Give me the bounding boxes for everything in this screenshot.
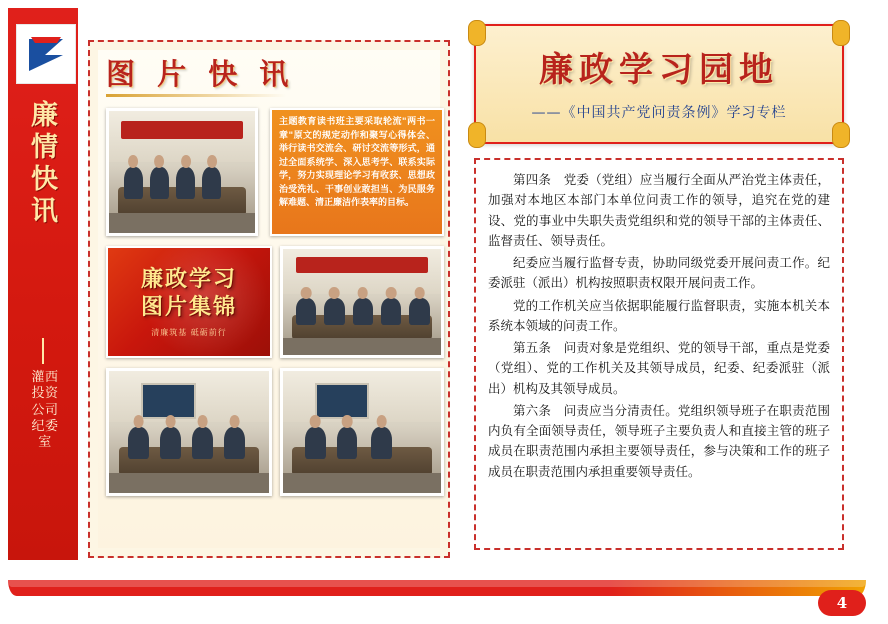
banner-title: 廉情快讯 xyxy=(31,100,59,227)
banner-divider xyxy=(42,338,44,364)
photo-person xyxy=(305,427,326,459)
heading-underline xyxy=(106,94,286,97)
study-summary-textbox: 主题教育读书班主要采取轮流"两书一章"原文的规定动作和聚写心得体会、举行读书交流会、研讨交流等形式，通过全面系统学、深入思考学、联系实际学，努力实现理论学习有收获、思想政治受洗礼、干事创业敢担当、为民服务解难题、清正廉洁作表率的目标。 xyxy=(270,108,444,236)
photo-person xyxy=(224,427,245,459)
photo-floor xyxy=(109,473,269,493)
photo-screen xyxy=(315,383,370,419)
photo-person xyxy=(192,427,213,459)
company-logo xyxy=(16,24,76,84)
photo-person xyxy=(128,427,149,459)
photo-floor xyxy=(283,473,441,493)
photo-person xyxy=(324,298,345,326)
banner-subtitle: 灌西投资公司纪委室 xyxy=(31,370,59,450)
photo-meeting-room-4 xyxy=(280,368,444,496)
photo-person xyxy=(409,298,430,326)
right-column xyxy=(466,24,866,550)
photo-person xyxy=(202,167,221,199)
photo-person xyxy=(381,298,402,326)
article-paragraph: 纪委应当履行监督专责，协助同级党委开展问责工作。纪委派驻（派出）机构按照职责权限开展问责工作。 xyxy=(488,255,830,291)
photo-content xyxy=(109,371,269,493)
article-paragraph: 第六条 问责应当分清责任。党组织领导班子在职责范围内负有全面领导责任，领导班子主要负责人和直接主管的班子成员在职责范围内承担主要领导责任，参与决策和工作的班子成员在职责范围内承担重要领导责任。 xyxy=(488,402,830,479)
photo-content xyxy=(283,249,441,355)
photo-screen xyxy=(141,383,196,419)
section-title: 廉政学习园地 xyxy=(539,50,779,90)
photo-content xyxy=(283,371,441,493)
left-red-banner xyxy=(8,8,78,560)
collage-title-card xyxy=(106,246,272,358)
photo-floor xyxy=(109,213,255,233)
photo-person xyxy=(371,427,392,459)
photo-person xyxy=(124,167,143,199)
page-number: 4 xyxy=(818,590,866,616)
photo-news-panel xyxy=(88,40,450,558)
collage-subtitle: 清廉筑基 砥砺前行 xyxy=(151,328,227,337)
photo-person xyxy=(296,298,317,326)
collage-title-line2: 图片集锦 xyxy=(140,293,237,320)
collage-title-line1: 廉政学习 xyxy=(140,266,237,292)
photo-person xyxy=(160,427,181,459)
photo-person xyxy=(150,167,169,199)
article-body xyxy=(474,158,844,550)
footer-bar xyxy=(8,580,866,596)
photo-floor xyxy=(283,338,441,355)
photo-red-banner xyxy=(296,257,429,273)
article-paragraph: 党的工作机关应当依据职能履行监督职责，实施本机关本系统本领域的问责工作。 xyxy=(488,297,830,333)
photo-content xyxy=(109,111,255,233)
photo-person xyxy=(353,298,374,326)
photo-meeting-room-2 xyxy=(280,246,444,358)
photo-person xyxy=(337,427,358,459)
photo-meeting-room-3 xyxy=(106,368,272,496)
corner-pin-icon xyxy=(468,122,486,148)
article-paragraph: 第五条 问责对象是党组织、党的领导干部，重点是党委（党组）、党的工作机关及其领导成员，纪委、纪委派驻（派出）机构及其领导成员。 xyxy=(488,340,830,396)
corner-pin-icon xyxy=(832,122,850,148)
section-subtitle: ——《中国共产党问责条例》学习专栏 xyxy=(531,105,787,121)
article-paragraph: 第四条 党委（党组）应当履行全面从严治党主体责任，加强对本地区本部门本单位问责工作的领导，追究在党的建设、党的事业中失职失责党组织和党的领导干部的主体责任、监督责任、领导责任。 xyxy=(488,172,830,248)
photo-person xyxy=(176,167,195,199)
photo-panel-inner xyxy=(98,50,440,548)
photo-meeting-room-1 xyxy=(106,108,258,236)
photo-panel-heading: 图 片 快 讯 xyxy=(106,57,295,91)
section-title-card xyxy=(474,24,844,144)
company-logo-icon xyxy=(23,31,69,77)
photo-red-banner xyxy=(121,121,244,139)
